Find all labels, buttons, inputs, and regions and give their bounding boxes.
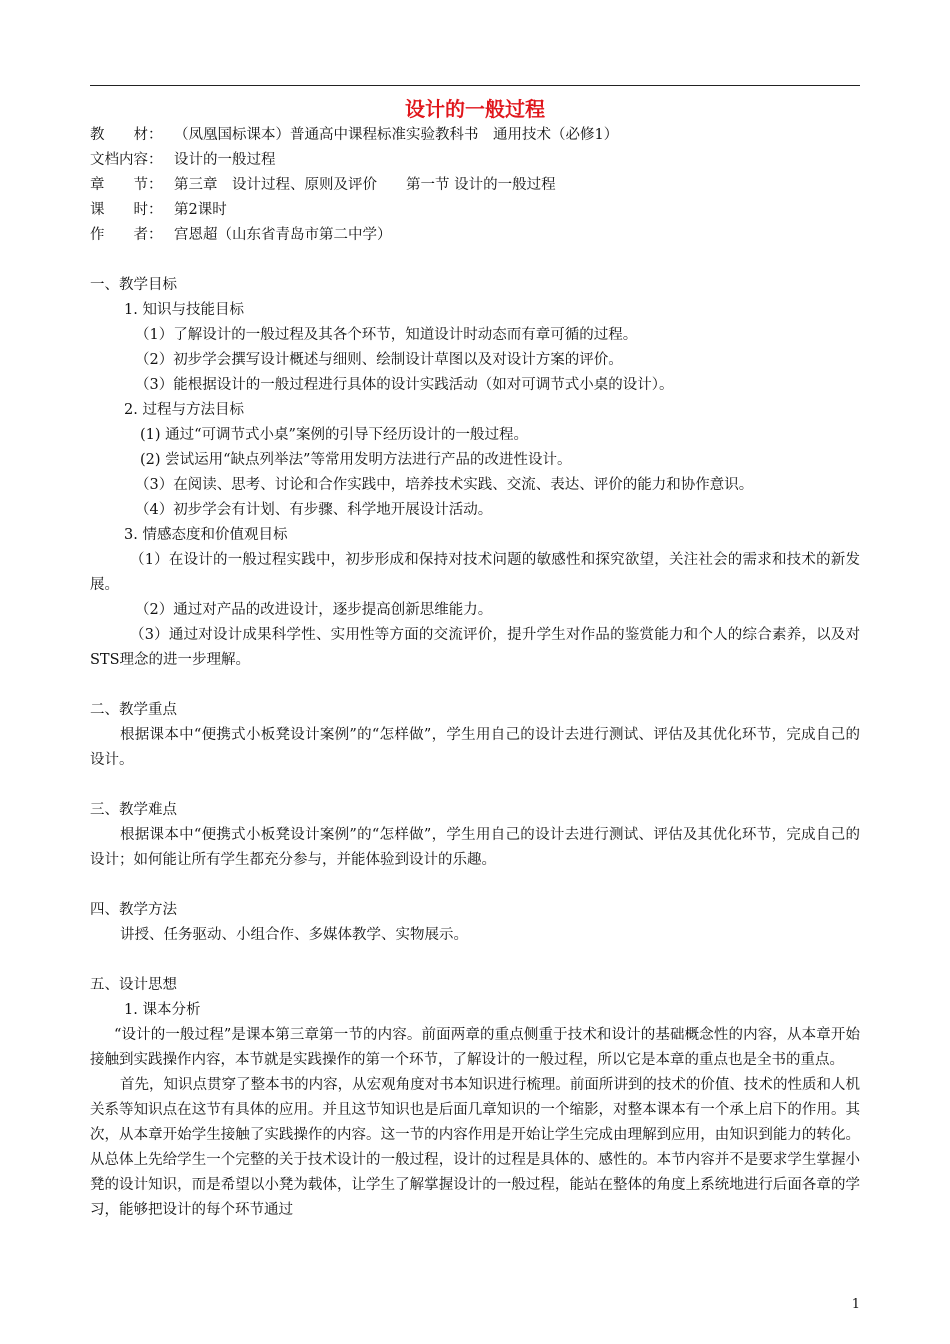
meta-value: 设计的一般过程	[174, 152, 276, 168]
meta-label: 教 材：	[90, 127, 163, 143]
meta-author	[90, 223, 860, 248]
list-item: （1）在设计的一般过程实践中，初步形成和保持对技术问题的敏感性和探究欲望，关注社会的需求和技术的新发展。	[90, 552, 860, 593]
list-item: （1）了解设计的一般过程及其各个环节，知道设计时动态而有章可循的过程。	[135, 327, 638, 343]
meta-textbook	[90, 123, 860, 148]
section-heading: 二、教学重点	[90, 702, 177, 718]
paragraph: “设计的一般过程”是课本第三章第一节的内容。前面两章的重点侧重于技术和设计的基础概念性的内容，从本章开始接触到实践操作内容，本节就是实践操作的第一个环节，了解设计的一般过程，所以它是本章的重点也是全书的重点。	[90, 1027, 860, 1068]
subsection-heading: 2. 过程与方法目标	[124, 402, 244, 418]
section-heading: 一、教学目标	[90, 277, 177, 293]
meta-value: 第2课时	[174, 202, 227, 218]
subsection-heading: 3. 情感态度和价值观目标	[124, 527, 288, 543]
list-item: (2) 尝试运用“缺点列举法”等常用发明方法进行产品的改进性设计。	[140, 452, 572, 468]
section-heading: 三、教学难点	[90, 802, 177, 818]
meta-value: （凤凰国标课本）普通高中课程标准实验教科书 通用技术（必修1）	[174, 127, 619, 143]
subsection-heading: 1. 课本分析	[124, 1002, 201, 1018]
paragraph: 讲授、任务驱动、小组合作、多媒体教学、实物展示。	[120, 927, 468, 943]
paragraph: 根据课本中“便携式小板凳设计案例”的“怎样做”，学生用自己的设计去进行测试、评估及其优化环节，完成自己的设计；如何能让所有学生都充分参与，并能体验到设计的乐趣。	[90, 827, 860, 868]
meta-value: 第三章 设计过程、原则及评价 第一节 设计的一般过程	[174, 177, 556, 193]
meta-label: 文档内容：	[90, 152, 163, 168]
document-title: 设计的一般过程	[405, 97, 545, 121]
section-heading: 五、设计思想	[90, 977, 177, 993]
subsection-heading: 1. 知识与技能目标	[124, 302, 244, 318]
meta-period	[90, 198, 860, 223]
list-item: (1) 通过“可调节式小桌”案例的引导下经历设计的一般过程。	[140, 427, 528, 443]
list-item: （2）初步学会撰写设计概述与细则、绘制设计草图以及对设计方案的评价。	[135, 352, 623, 368]
section-heading: 四、教学方法	[90, 902, 177, 918]
page-number: 1	[851, 1297, 860, 1312]
list-item: （3）能根据设计的一般过程进行具体的设计实践活动（如对可调节式小桌的设计）。	[135, 377, 674, 393]
list-item: （2）通过对产品的改进设计，逐步提高创新思维能力。	[135, 602, 493, 618]
meta-chapter	[90, 173, 860, 198]
paragraph: 根据课本中“便携式小板凳设计案例”的“怎样做”，学生用自己的设计去进行测试、评估及其优化环节，完成自己的设计。	[90, 727, 860, 768]
list-item: （4）初步学会有计划、有步骤、科学地开展设计活动。	[135, 502, 493, 518]
paragraph: 首先，知识点贯穿了整本书的内容，从宏观角度对书本知识进行梳理。前面所讲到的技术的价值、技术的性质和人机关系等知识点在这节有具体的应用。并且这节知识也是后面几章知识的一个缩影，对整本课本有一个承上启下的作用。其次，从本章开始学生接触了实践操作的内容。这一节的内容作用是开始让学生完成由理解到应用，由知识到能力的转化。从总体上先给学生一个完整的关于技术设计的一般过程，设计的过程是具体的、感性的。本节内容并不是要求学生掌握小凳的设计知识，而是希望以小凳为载体，让学生了解掌握设计的一般过程，能站在整体的角度上系统地进行后面各章的学习，能够把设计的每个环节通过	[90, 1077, 860, 1218]
list-item: （3）通过对设计成果科学性、实用性等方面的交流评价，提升学生对作品的鉴赏能力和个人的综合素养，以及对STS理念的进一步理解。	[90, 627, 860, 668]
meta-value: 宫恩超（山东省青岛市第二中学）	[174, 227, 392, 243]
meta-content	[90, 148, 860, 173]
meta-label: 作 者：	[90, 227, 163, 243]
header-rule	[90, 85, 860, 86]
list-item: （3）在阅读、思考、讨论和合作实践中，培养技术实践、交流、表达、评价的能力和协作意识。	[135, 477, 754, 493]
meta-label: 课 时：	[90, 202, 163, 218]
document-body	[90, 123, 860, 1223]
meta-label: 章 节：	[90, 177, 163, 193]
